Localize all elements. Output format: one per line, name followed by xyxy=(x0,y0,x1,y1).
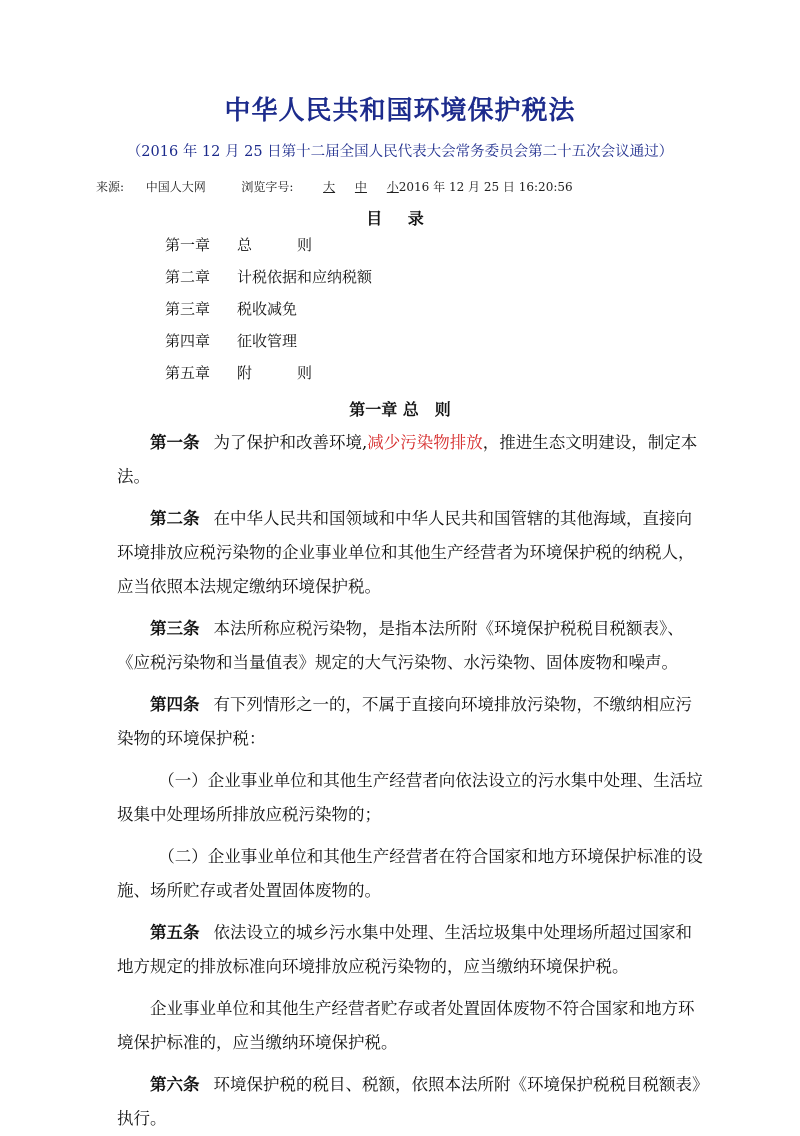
article-label: 第四条 xyxy=(150,695,200,714)
article-label: 第五条 xyxy=(150,923,200,942)
article-4-item-2: （二）企业事业单位和其他生产经营者在符合国家和地方环境保护标准的设施、场所贮存或者处置固体废物的。 xyxy=(117,847,703,900)
publish-datetime: 2016 年 12 月 25 日 16:20:56 xyxy=(398,180,573,194)
article-6 xyxy=(117,1068,703,1136)
toc-item[interactable] xyxy=(165,266,372,298)
toc-chapter-name: 附 则 xyxy=(237,364,313,382)
toc-chapter-name: 计税依据和应纳税额 xyxy=(237,268,373,286)
article-5 xyxy=(117,916,703,984)
article-text: 本法所称应税污染物，是指本法所附《环境保护税税目税额表》、《应税污染物和当量值表》规定的大气污染物、水污染物、固体废物和噪声。 xyxy=(117,619,684,672)
article-4 xyxy=(117,688,703,756)
toc-item[interactable] xyxy=(165,298,372,330)
toc-chapter-number: 第四章 xyxy=(165,332,211,350)
toc-chapter-number: 第二章 xyxy=(165,268,211,286)
toc-chapter-name: 总 则 xyxy=(237,236,313,254)
article-label: 第一条 xyxy=(150,433,200,452)
article-4-item-1: （一）企业事业单位和其他生产经营者向依法设立的污水集中处理、生活垃圾集中处理场所排放应税污染物的； xyxy=(117,771,703,824)
article-label: 第三条 xyxy=(150,619,200,638)
law-title: 中华人民共和国环境保护税法 xyxy=(224,96,576,126)
toc-item[interactable] xyxy=(165,330,372,362)
article-text: 依法设立的城乡污水集中处理、生活垃圾集中处理场所超过国家和地方规定的排放标准向环境排放应税污染物的，应当缴纳环境保护税。 xyxy=(117,923,692,976)
article-label: 第六条 xyxy=(150,1075,200,1094)
article-3 xyxy=(117,612,703,680)
meta-line xyxy=(96,178,573,195)
law-body xyxy=(117,426,703,1136)
font-size-small-link[interactable]: 小 xyxy=(386,180,399,194)
source-value: 中国人大网 xyxy=(145,180,206,194)
article-2 xyxy=(117,502,703,604)
toc-chapter-number: 第五章 xyxy=(165,364,211,382)
adoption-note: （2016 年 12 月 25 日第十二届全国人民代表大会常务委员会第二十五次会议通过） xyxy=(126,144,674,160)
article-text: 有下列情形之一的，不属于直接向环境排放污染物，不缴纳相应污染物的环境保护税： xyxy=(117,695,692,748)
font-size-large-link[interactable]: 大 xyxy=(323,180,336,194)
article-text: 环境保护税的税目、税额，依照本法所附《环境保护税税目税额表》执行。 xyxy=(117,1075,701,1128)
fontsize-label: 浏览字号: xyxy=(241,180,294,194)
toc-chapter-name: 税收减免 xyxy=(237,300,298,318)
highlighted-text: 减少污染物排放 xyxy=(367,433,483,452)
toc-chapter-name: 征收管理 xyxy=(237,332,298,350)
article-1 xyxy=(117,426,703,494)
source-label: 来源: xyxy=(96,180,125,194)
article-text: 为了保护和改善环境, xyxy=(213,433,368,452)
article-text: ，推进生态文明建设，制定本法。 xyxy=(117,433,698,486)
toc-chapter-number: 第一章 xyxy=(165,236,211,254)
article-5-paragraph-2: 企业事业单位和其他生产经营者贮存或者处置固体废物不符合国家和地方环境保护标准的，应当缴纳环境保护税。 xyxy=(117,999,695,1052)
table-of-contents xyxy=(165,234,372,394)
toc-heading: 目 录 xyxy=(366,209,434,228)
font-size-medium-link[interactable]: 中 xyxy=(354,180,367,194)
toc-item[interactable] xyxy=(165,234,372,266)
toc-chapter-number: 第三章 xyxy=(165,300,211,318)
toc-item[interactable] xyxy=(165,362,372,394)
article-text: 在中华人民共和国领域和中华人民共和国管辖的其他海域，直接向环境排放应税污染物的企业事业单位和其他生产经营者为环境保护税的纳税人，应当依照本法规定缴纳环境保护税。 xyxy=(117,509,695,596)
article-label: 第二条 xyxy=(150,509,200,528)
chapter-heading: 第一章 总 则 xyxy=(349,400,451,419)
